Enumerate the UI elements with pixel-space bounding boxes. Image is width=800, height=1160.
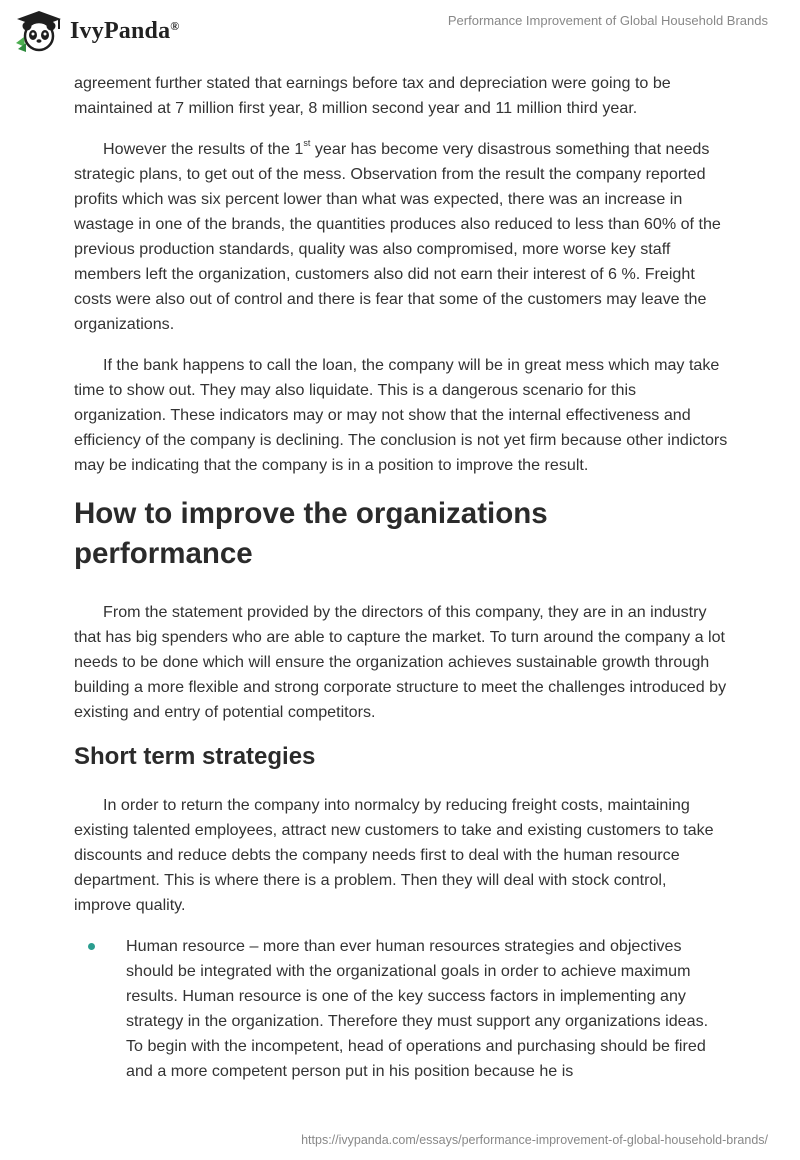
subsection-heading: Short term strategies [74, 743, 316, 770]
logo-text: IvyPanda® [70, 17, 180, 44]
page-header [0, 0, 800, 70]
paragraph: agreement further stated that earnings before tax and depreciation were going to be maintained at 7 million first year, 8 million second year and 11 million third year. [74, 74, 671, 117]
bullet-list [74, 934, 728, 1084]
list-item: Human resource – more than ever human resources strategies and objectives should be integrated with the organizational goals in order to achieve maximum results. Human resource is one of the key success factors in implementing any strategy in the organization. Therefore they must support any organizations ideas. To begin with the incompetent, head of operations and purchasing should be fired and a more competent person put in his position because he is [74, 934, 728, 1084]
paragraph: In order to return the company into normalcy by reducing freight costs, maintaining existing talented employees, attract new customers to take and existing customers to take discounts and reduce debts the company needs first to deal with the human resource department. This is where there is a problem. Then they will deal with stock control, improve quality. [74, 796, 714, 914]
bullet-dot-icon [88, 943, 95, 950]
paragraph: From the statement provided by the directors of this company, they are in an industry that has big spenders who are able to capture the market. To turn around the company a lot needs to be done which will ensure the organization achieves sustainable growth through building a more flexible and strong corporate structure to meet the challenges introduced by existing and entry of potential competitors. [74, 603, 727, 721]
paragraph: However the results of the 1st year has become very disastrous something that needs strategic plans, to get out of the mess. Observation from the result the company reported profits which was six percent lower than what was expected, there was an increase in wastage in one of the brands, the quantities produces also reduced to less than 60% of the previous production standards, quality was also compromised, more worse key staff members left the organization, customers also did not earn their interest of 6 %. Freight costs were also out of control and there is fear that some of the customers may leave the organizations. [74, 137, 721, 333]
section-heading: How to improve the organizations performance [74, 497, 548, 570]
ivypanda-logo[interactable] [14, 9, 179, 53]
essay-body [74, 71, 728, 1084]
source-url[interactable]: https://ivypanda.com/essays/performance-improvement-of-global-household-brands/ [301, 1133, 768, 1147]
panda-graduate-icon [14, 9, 64, 53]
paragraph: If the bank happens to call the loan, the company will be in great mess which may take time to show out. They may also liquidate. This is a dangerous scenario for this organization. These indicators may or may not show that the internal effectiveness and efficiency of the company is declining. The conclusion is not yet firm because other indictors may be indicating that the company is in a position to improve the result. [74, 356, 728, 474]
document-title: Performance Improvement of Global Household Brands [447, 13, 768, 28]
